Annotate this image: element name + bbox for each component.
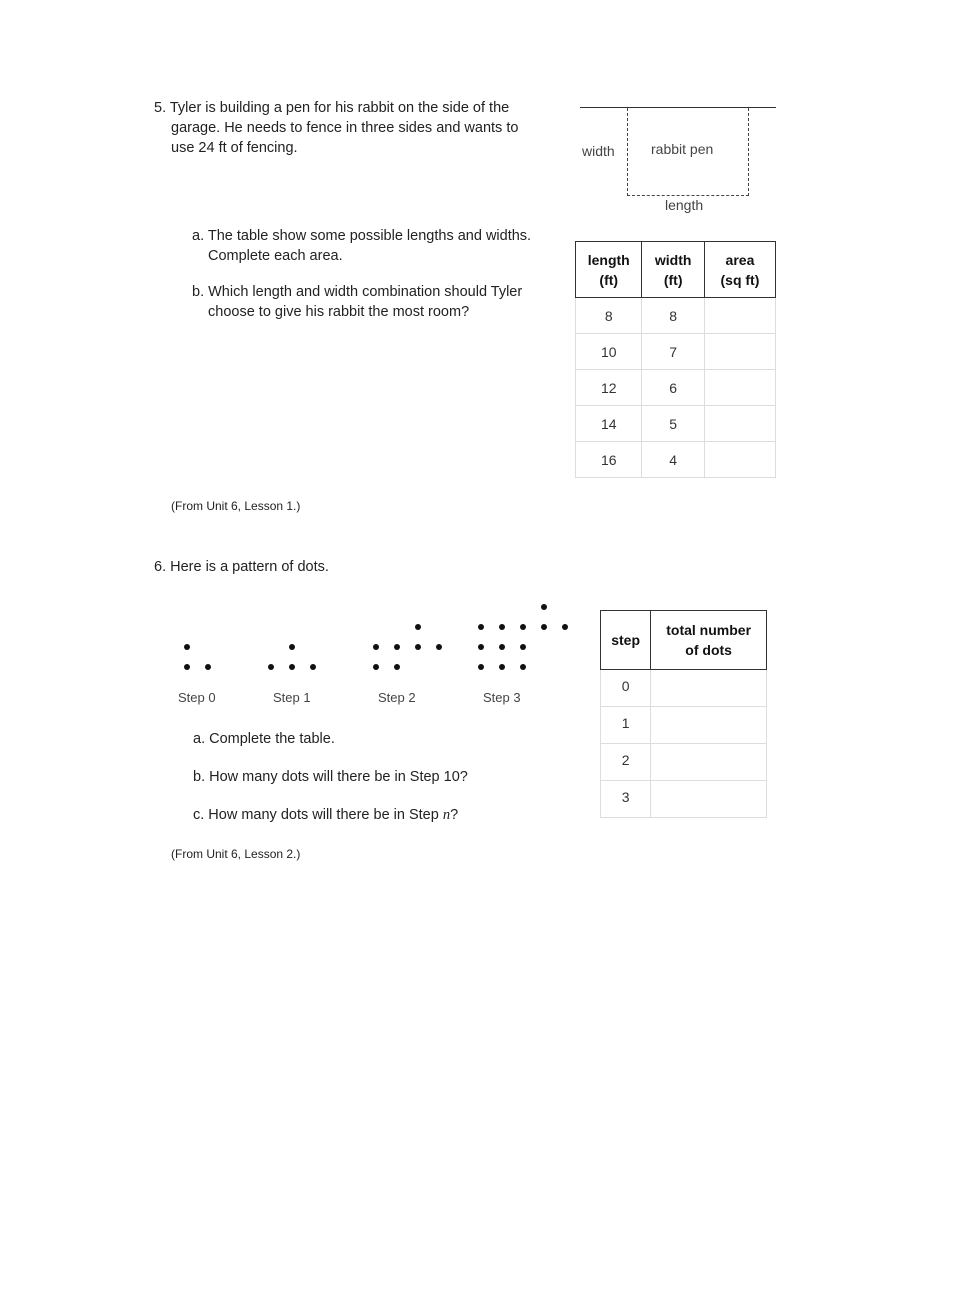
dot xyxy=(394,644,400,650)
dot xyxy=(310,664,316,670)
dot xyxy=(520,624,526,630)
problem-5-line-2: garage. He needs to fence in three sides and wants to xyxy=(171,120,519,136)
table-header-row xyxy=(576,242,776,298)
dot xyxy=(499,644,505,650)
width-cell: 7 xyxy=(642,334,704,370)
dot xyxy=(562,624,568,630)
header-area: area (sq ft) xyxy=(704,242,775,298)
dot xyxy=(205,664,211,670)
area-cell[interactable] xyxy=(704,298,775,334)
dot-count-table xyxy=(600,610,767,818)
dots-cell[interactable] xyxy=(651,781,767,818)
problem-5-part-b-line-1: b. Which length and width combination should Tyler xyxy=(192,284,523,300)
length-label: length xyxy=(665,197,704,213)
dots-cell[interactable] xyxy=(651,744,767,781)
problem-5-source: (From Unit 6, Lesson 1.) xyxy=(171,499,301,513)
length-cell: 16 xyxy=(576,442,642,478)
problem-6-source: (From Unit 6, Lesson 2.) xyxy=(171,847,301,861)
table-row xyxy=(576,298,776,334)
length-cell: 14 xyxy=(576,406,642,442)
dot xyxy=(289,664,295,670)
dots-cell[interactable] xyxy=(651,707,767,744)
dot xyxy=(499,624,505,630)
width-label: width xyxy=(582,143,615,159)
table-row xyxy=(576,442,776,478)
area-cell[interactable] xyxy=(704,334,775,370)
dot xyxy=(478,664,484,670)
step-cell: 3 xyxy=(601,781,651,818)
step-cell: 0 xyxy=(601,670,651,707)
dot xyxy=(415,644,421,650)
dot xyxy=(541,624,547,630)
table-header-row xyxy=(601,611,767,670)
length-cell: 12 xyxy=(576,370,642,406)
step-0-label: Step 0 xyxy=(178,690,216,705)
pen-dimensions-table xyxy=(575,241,776,478)
step-1-label: Step 1 xyxy=(273,690,311,705)
header-width: width (ft) xyxy=(642,242,704,298)
rabbit-pen-label: rabbit pen xyxy=(651,141,714,157)
problem-6-part-c: c. How many dots will there be in Step n? xyxy=(193,807,459,823)
length-cell: 8 xyxy=(576,298,642,334)
problem-5-part-a-line-2: Complete each area. xyxy=(208,248,343,264)
table-row xyxy=(601,781,767,818)
width-cell: 5 xyxy=(642,406,704,442)
dots-cell[interactable] xyxy=(651,670,767,707)
width-cell: 4 xyxy=(642,442,704,478)
header-length: length (ft) xyxy=(576,242,642,298)
dot xyxy=(499,664,505,670)
dot xyxy=(520,644,526,650)
width-cell: 8 xyxy=(642,298,704,334)
variable-n: n xyxy=(442,807,451,823)
problem-6-part-b: b. How many dots will there be in Step 10? xyxy=(193,769,468,785)
problem-6-text: 6. Here is a pattern of dots. xyxy=(154,559,329,575)
dot xyxy=(478,644,484,650)
area-cell[interactable] xyxy=(704,370,775,406)
dot xyxy=(268,664,274,670)
table-row xyxy=(601,707,767,744)
dot xyxy=(373,644,379,650)
area-cell[interactable] xyxy=(704,442,775,478)
table-row xyxy=(576,370,776,406)
step-cell: 1 xyxy=(601,707,651,744)
header-step: step xyxy=(601,611,651,670)
dot xyxy=(478,624,484,630)
area-cell[interactable] xyxy=(704,406,775,442)
header-total-dots: total number of dots xyxy=(651,611,767,670)
step-2-label: Step 2 xyxy=(378,690,416,705)
table-row xyxy=(601,744,767,781)
problem-5-part-b-line-2: choose to give his rabbit the most room? xyxy=(208,304,470,320)
problem-5-line-1: 5. Tyler is building a pen for his rabbit on the side of the xyxy=(154,100,510,116)
dot xyxy=(184,644,190,650)
step-cell: 2 xyxy=(601,744,651,781)
step-3-label: Step 3 xyxy=(483,690,521,705)
table-row xyxy=(601,670,767,707)
length-cell: 10 xyxy=(576,334,642,370)
dot xyxy=(373,664,379,670)
dot xyxy=(184,664,190,670)
problem-6-part-a: a. Complete the table. xyxy=(193,731,335,747)
dot xyxy=(394,664,400,670)
dot xyxy=(520,664,526,670)
dot xyxy=(415,624,421,630)
problem-5-part-a-line-1: a. The table show some possible lengths and widths. xyxy=(192,228,532,244)
problem-5-line-3: use 24 ft of fencing. xyxy=(171,140,298,156)
dot xyxy=(289,644,295,650)
dot xyxy=(541,604,547,610)
dot xyxy=(436,644,442,650)
width-cell: 6 xyxy=(642,370,704,406)
table-row xyxy=(576,334,776,370)
table-row xyxy=(576,406,776,442)
